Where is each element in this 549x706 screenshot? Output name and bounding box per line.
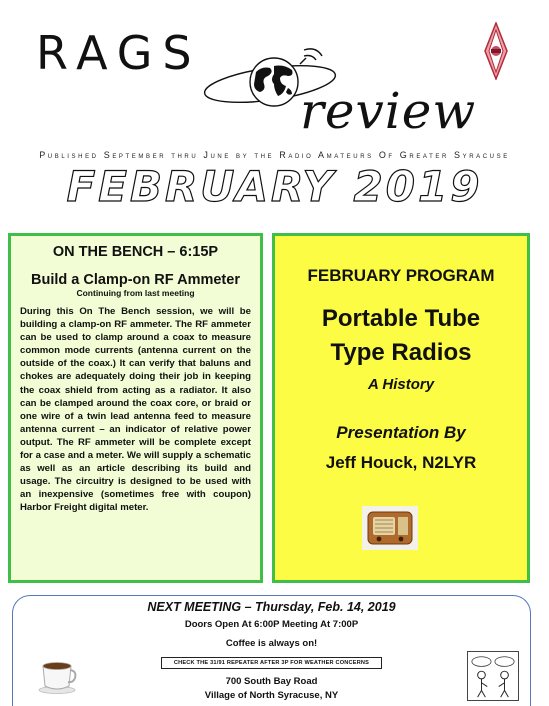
masthead [0, 0, 549, 211]
address-line2: Village of North Syracuse, NY [204, 690, 339, 701]
tube-radio-image [362, 506, 418, 550]
masthead-review: review [300, 82, 477, 140]
masthead-rags: RAGS [36, 26, 202, 80]
program-title-line2: Type Radios [330, 339, 472, 366]
coffee-cup-icon [37, 658, 77, 694]
arrl-diamond-logo-icon [484, 22, 508, 80]
cartoon-image [467, 651, 519, 701]
presenter-label: Presentation By [336, 423, 466, 442]
program-title-line1: Portable Tube [321, 305, 481, 332]
bench-subtitle: Build a Clamp-on RF Ammeter [31, 272, 240, 288]
issue-month-title: FEBRUARY 2019 [66, 162, 483, 211]
repeater-notice: CHECK THE 31/91 REPEATER AFTER 3P FOR WEATHER CONCERNS [161, 657, 382, 669]
next-meeting-box [12, 595, 531, 706]
program-heading: FEBRUARY PROGRAM [307, 266, 495, 285]
program-title [275, 302, 527, 370]
february-program-box [272, 233, 530, 583]
program-subtitle: A History [367, 376, 435, 393]
meeting-address [13, 675, 530, 703]
presenter-name: Jeff Houck, N2LYR [325, 453, 477, 472]
published-tagline: Published September thru June by the Radio Amateurs Of Greater Syracuse [39, 150, 510, 160]
meeting-title: NEXT MEETING – Thursday, Feb. 14, 2019 [147, 600, 396, 614]
bench-body-text: During this On The Bench session, we will be building a clamp-on RF ammeter. The RF ammeter can be used to clamp around a coax to measure common mode currents (antenna current on the outside of the coax.) It can verify that baluns and chokes are adequately doing their job in keeping the coax shield from acting as a radiator. It also can be clamped around the coax core, or braid or one wire of a twin lead antenna feed to measure antenna current – an indicator of relative power output. The RF ammeter will be complete except for a case and a meter. We will supply a schematic as well as an article describing its build and usage. The circuitry is designed to be used with an inexpensive (sometimes free with coupon) Harbor Freight digital meter. [20, 306, 251, 514]
bench-note: Continuing from last meeting [76, 288, 195, 298]
on-the-bench-box [8, 233, 263, 583]
address-line1: 700 South Bay Road [225, 676, 318, 687]
bench-heading: ON THE BENCH – 6:15P [52, 244, 219, 260]
meeting-coffee: Coffee is always on! [225, 638, 318, 649]
meeting-times: Doors Open At 6:00P Meeting At 7:00P [184, 619, 359, 630]
